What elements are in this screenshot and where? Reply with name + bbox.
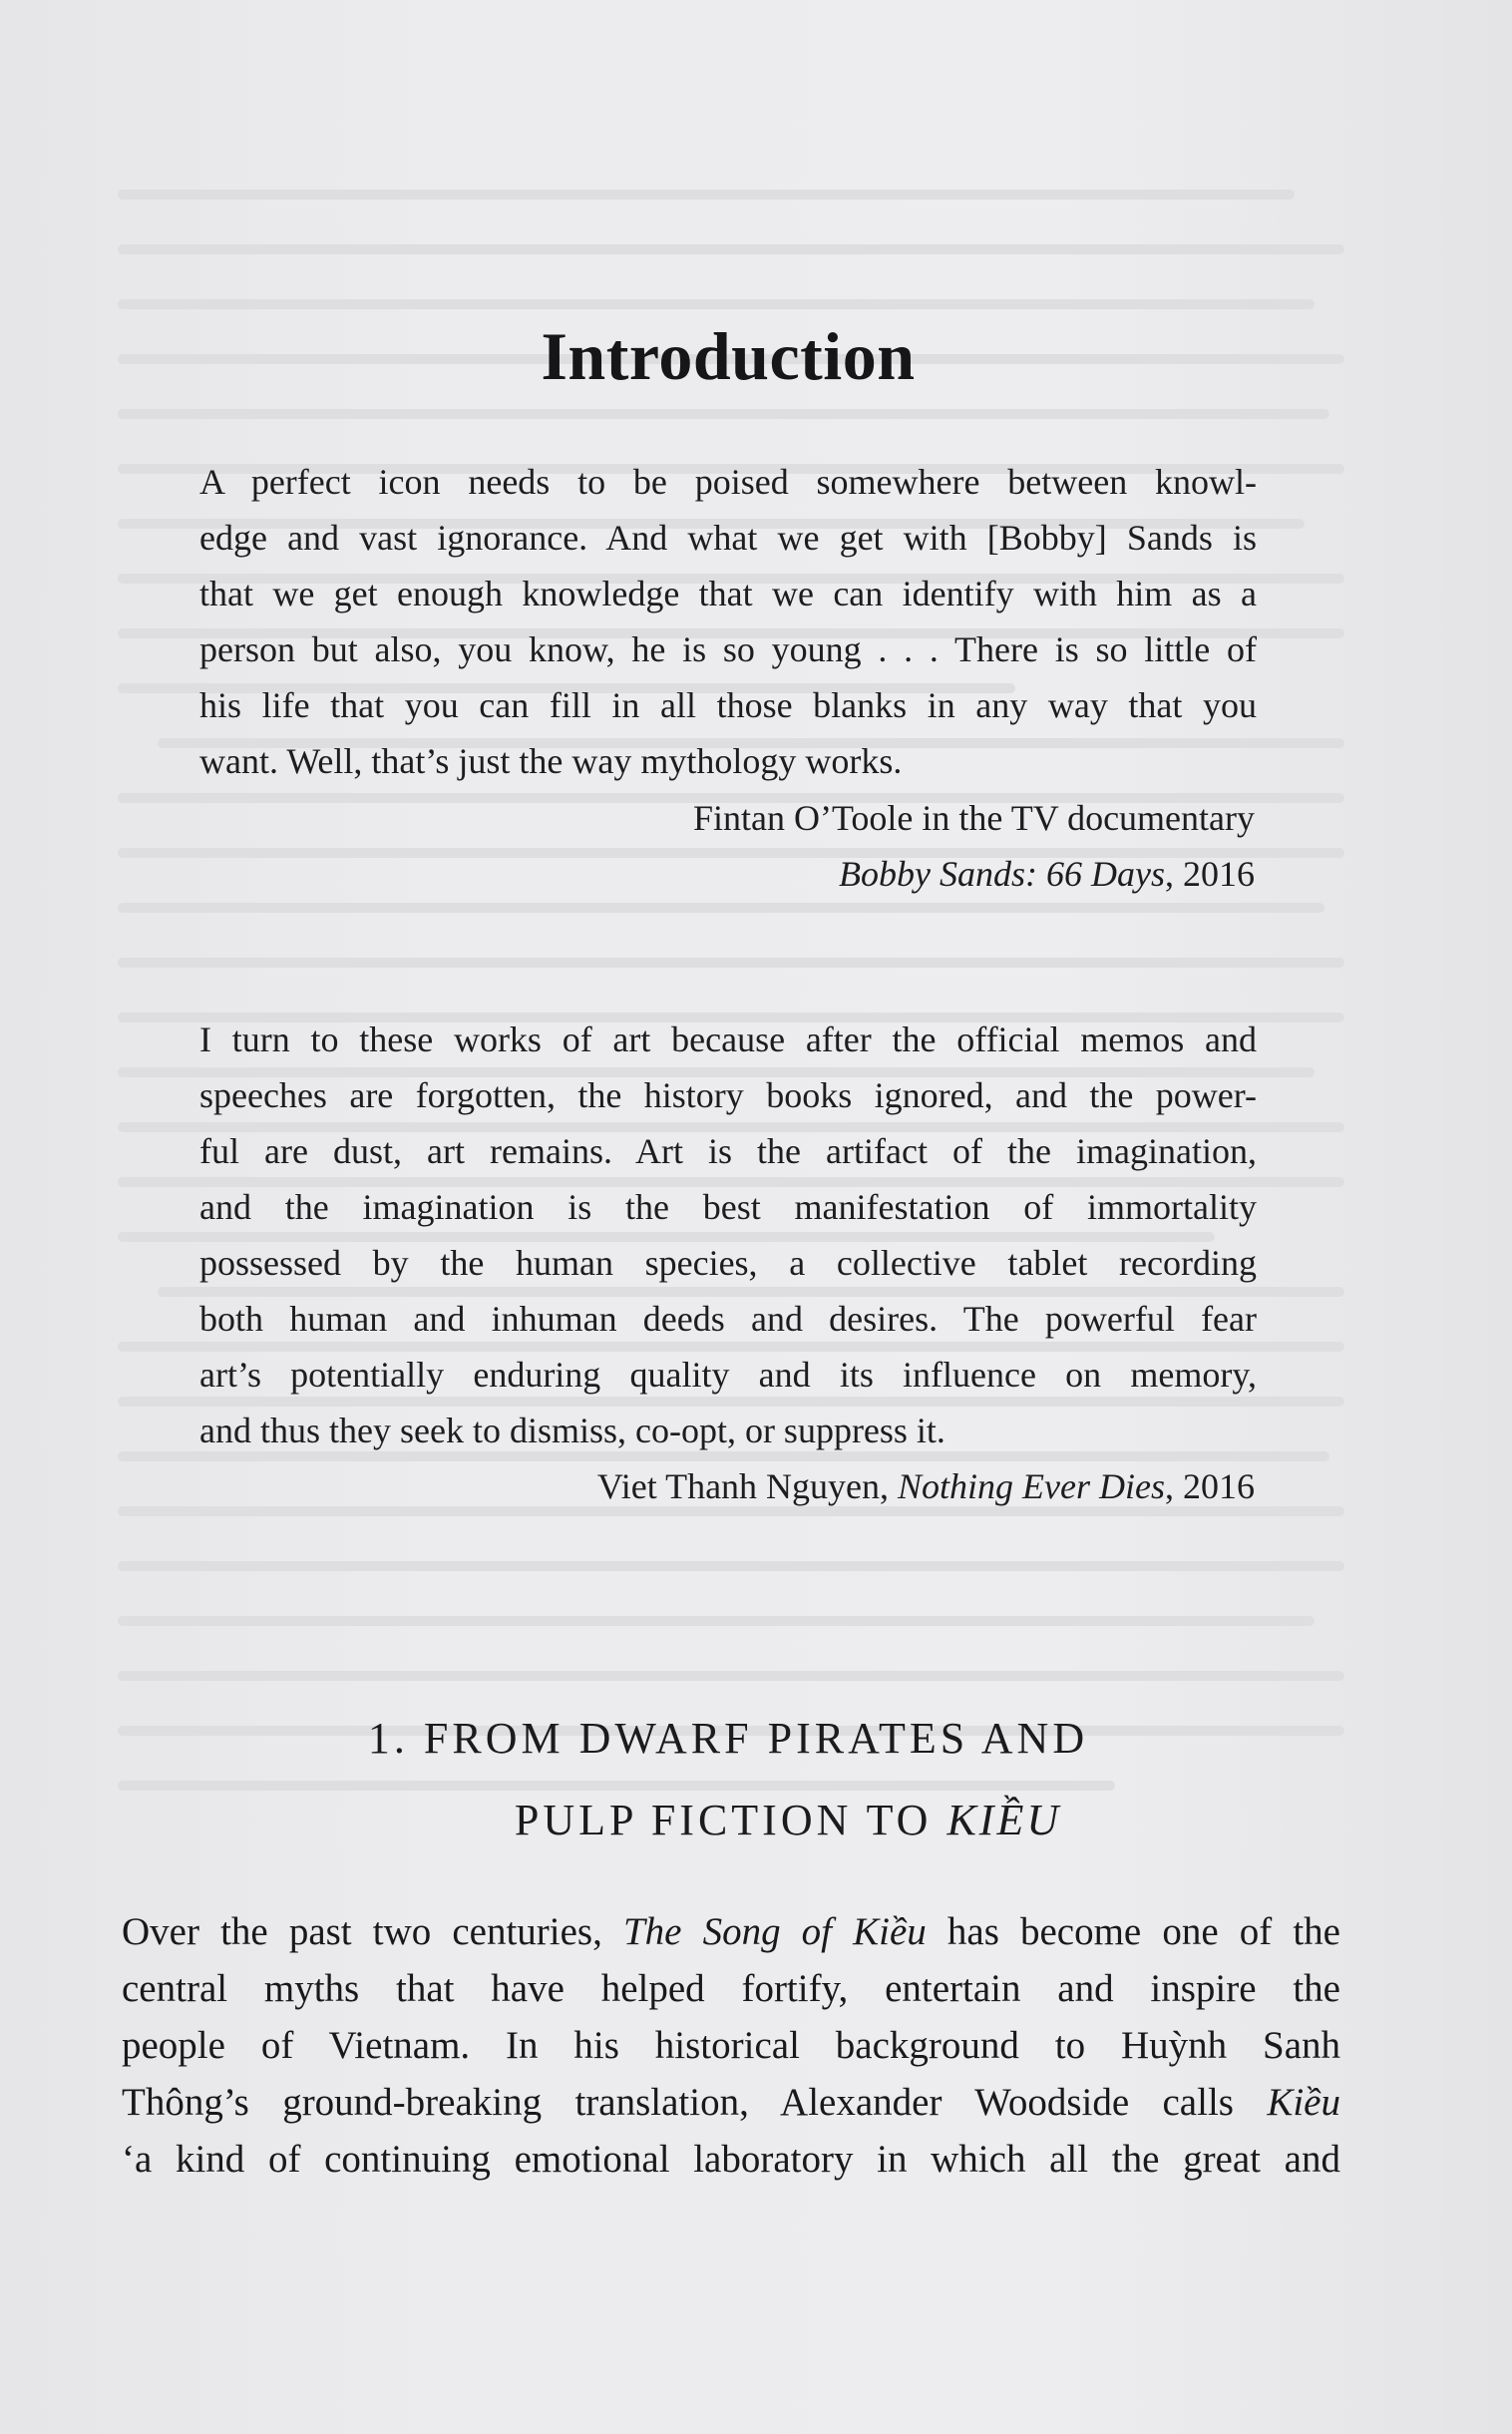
epigraph-line: edge and vast ignorance. And what we get with [Bobby] Sands is	[199, 518, 1257, 558]
attribution-line	[597, 1458, 1255, 1514]
epigraph-line: A perfect icon needs to be poised somewhere between knowl-	[199, 462, 1257, 502]
attribution-work-title: Nothing Ever Dies	[898, 1466, 1165, 1506]
page-title: Introduction	[541, 318, 916, 394]
epigraph-line: person but also, you know, he is so young . . . There is so little of	[199, 629, 1257, 669]
chapter-heading-italic: KIỀU	[946, 1796, 1062, 1844]
epigraph-quote-1	[199, 454, 1257, 789]
epigraph-line: ful are dust, art remains. Art is the artifact of the imagination,	[199, 1131, 1257, 1171]
body-line-4	[122, 2074, 1340, 2131]
attribution-source: Fintan O’Toole in the TV documentary	[692, 798, 1255, 838]
attribution-work-line	[693, 846, 1255, 902]
epigraph-line: I turn to these works of art because after the official memos and	[199, 1019, 1257, 1059]
epigraph-line: art’s potentially enduring quality and its influence on memory,	[199, 1355, 1257, 1395]
epigraph-line: both human and inhuman deeds and desires. The powerful fear	[199, 1299, 1257, 1339]
body-text-segment: Over the past two centuries,	[122, 1910, 623, 1953]
body-italic-title: Kiều	[1267, 2081, 1340, 2124]
chapter-heading-line-2	[0, 1780, 1456, 1861]
attribution-year: , 2016	[1165, 854, 1255, 894]
epigraph-line: want. Well, that’s just the way mythology works.	[199, 741, 903, 781]
attribution-year: , 2016	[1165, 1466, 1255, 1506]
body-italic-title: The Song of Kiều	[622, 1910, 927, 1953]
body-line-2: central myths that have helped fortify, entertain and inspire the	[122, 1967, 1340, 2010]
epigraph-line: that we get enough knowledge that we can identify with him as a	[199, 574, 1257, 613]
body-text-segment: Thông’s ground-breaking translation, Alexander Woodside calls	[122, 2081, 1268, 2124]
epigraph-attribution-1	[693, 790, 1255, 902]
attribution-author: Viet Thanh Nguyen,	[596, 1466, 899, 1506]
chapter-heading	[0, 1698, 1456, 1861]
epigraph-quote-2	[199, 1012, 1257, 1458]
body-line-1	[122, 1903, 1340, 1960]
epigraph-line: possessed by the human species, a collective tablet recording	[199, 1243, 1257, 1283]
chapter-heading-prefix: PULP FICTION TO	[514, 1796, 947, 1844]
epigraph-line: speeches are forgotten, the history books ignored, and the power-	[199, 1075, 1257, 1115]
epigraph-line: and the imagination is the best manifestation of immortality	[199, 1187, 1257, 1227]
body-line-3: people of Vietnam. In his historical background to Huỳnh Sanh	[122, 2024, 1340, 2067]
attribution-work-title: Bobby Sands: 66 Days	[839, 854, 1165, 894]
body-text-segment: has become one of the	[926, 1910, 1340, 1953]
epigraph-attribution-2	[597, 1458, 1255, 1514]
epigraph-line: his life that you can fill in all those blanks in any way that you	[199, 685, 1257, 725]
chapter-heading-line-1: 1. FROM DWARF PIRATES AND	[367, 1714, 1089, 1763]
epigraph-line: and thus they seek to dismiss, co-opt, or suppress it.	[199, 1411, 945, 1450]
body-paragraph	[122, 1903, 1340, 2188]
body-line-5: ‘a kind of continuing emotional laboratory in which all the great and	[122, 2138, 1340, 2181]
